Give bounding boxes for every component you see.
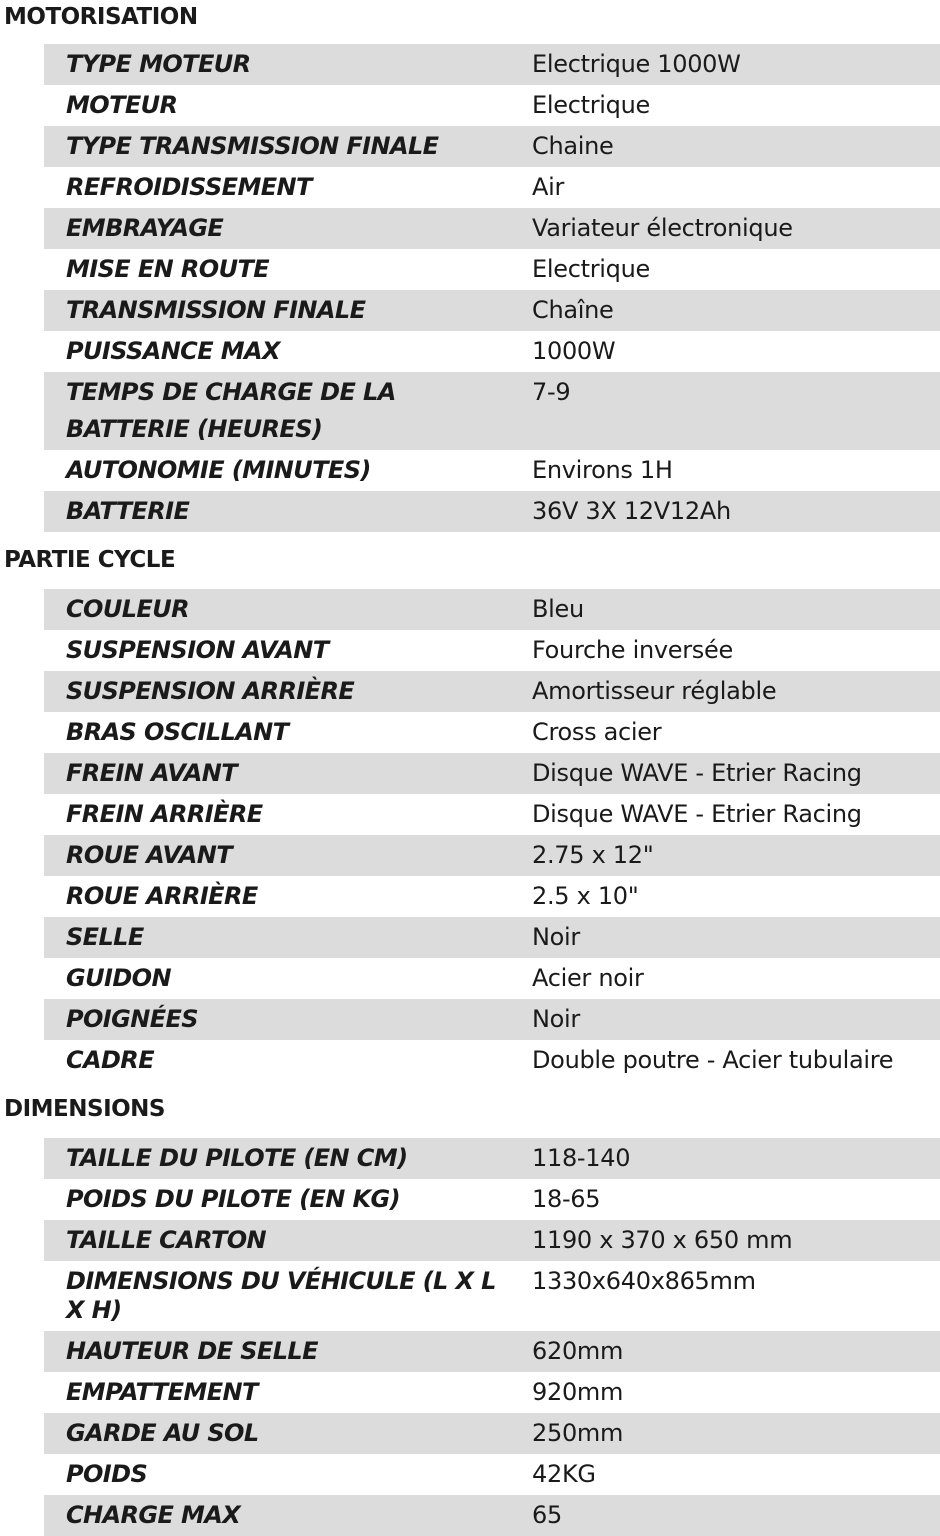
spec-value: Electrique 1000W bbox=[522, 44, 940, 85]
spec-label: EMBRAYAGE bbox=[44, 208, 522, 249]
spec-row bbox=[44, 85, 940, 126]
spec-label: EMPATTEMENT bbox=[44, 1372, 522, 1413]
spec-label: COULEUR bbox=[44, 589, 522, 630]
spec-value: 118-140 bbox=[522, 1138, 940, 1179]
spec-label: CHARGE MAX bbox=[44, 1495, 522, 1536]
spec-label: MISE EN ROUTE bbox=[44, 249, 522, 290]
spec-row bbox=[44, 958, 940, 999]
spec-row bbox=[44, 249, 940, 290]
spec-row bbox=[44, 208, 940, 249]
spec-row bbox=[44, 331, 940, 372]
spec-row bbox=[44, 1413, 940, 1454]
spec-value: Noir bbox=[522, 917, 940, 958]
spec-value: Chaine bbox=[522, 126, 940, 167]
spec-row bbox=[44, 917, 940, 958]
spec-label: GUIDON bbox=[44, 958, 522, 999]
spec-value: 2.75 x 12" bbox=[522, 835, 940, 876]
spec-value: Variateur électronique bbox=[522, 208, 940, 249]
spec-row bbox=[44, 1040, 940, 1081]
section-partie-cycle bbox=[0, 532, 940, 1081]
spec-row bbox=[44, 1179, 940, 1220]
spec-row bbox=[44, 630, 940, 671]
spec-value: Double poutre - Acier tubulaire bbox=[522, 1040, 940, 1081]
spec-value: 1000W bbox=[522, 331, 940, 372]
spec-row bbox=[44, 1454, 940, 1495]
spec-value: 18-65 bbox=[522, 1179, 940, 1220]
spec-value: Bleu bbox=[522, 589, 940, 630]
spec-value: Air bbox=[522, 167, 940, 208]
section-motorisation bbox=[0, 0, 940, 532]
specs-table-partie-cycle bbox=[44, 589, 940, 1081]
spec-row bbox=[44, 372, 940, 450]
spec-label: POIGNÉES bbox=[44, 999, 522, 1040]
spec-label: TAILLE CARTON bbox=[44, 1220, 522, 1261]
spec-label: SUSPENSION AVANT bbox=[44, 630, 522, 671]
spec-value: Cross acier bbox=[522, 712, 940, 753]
spec-label: REFROIDISSEMENT bbox=[44, 167, 522, 208]
section-dimensions bbox=[0, 1081, 940, 1536]
spec-row bbox=[44, 1495, 940, 1536]
spec-value: 65 bbox=[522, 1495, 940, 1536]
spec-label: FREIN ARRIÈRE bbox=[44, 794, 522, 835]
spec-value: Electrique bbox=[522, 249, 940, 290]
spec-row bbox=[44, 712, 940, 753]
spec-label: BRAS OSCILLANT bbox=[44, 712, 522, 753]
spec-row bbox=[44, 1138, 940, 1179]
spec-row bbox=[44, 126, 940, 167]
spec-value: 1190 x 370 x 650 mm bbox=[522, 1220, 940, 1261]
spec-value: 2.5 x 10" bbox=[522, 876, 940, 917]
spec-value: Amortisseur réglable bbox=[522, 671, 940, 712]
spec-row bbox=[44, 44, 940, 85]
spec-value: 1330x640x865mm bbox=[522, 1261, 940, 1331]
spec-row bbox=[44, 999, 940, 1040]
spec-row bbox=[44, 794, 940, 835]
spec-label: GARDE AU SOL bbox=[44, 1413, 522, 1454]
spec-label: TYPE MOTEUR bbox=[44, 44, 522, 85]
spec-row bbox=[44, 671, 940, 712]
spec-label: POIDS bbox=[44, 1454, 522, 1495]
spec-row bbox=[44, 1261, 940, 1331]
spec-label: ROUE ARRIÈRE bbox=[44, 876, 522, 917]
spec-label: PUISSANCE MAX bbox=[44, 331, 522, 372]
spec-label: HAUTEUR DE SELLE bbox=[44, 1331, 522, 1372]
spec-value: 250mm bbox=[522, 1413, 940, 1454]
spec-value: Electrique bbox=[522, 85, 940, 126]
spec-value: Noir bbox=[522, 999, 940, 1040]
spec-value: 620mm bbox=[522, 1331, 940, 1372]
spec-label: BATTERIE bbox=[44, 491, 522, 532]
spec-row bbox=[44, 450, 940, 491]
section-title-dimensions: DIMENSIONS bbox=[4, 1096, 165, 1122]
spec-value: Disque WAVE - Etrier Racing bbox=[522, 753, 940, 794]
spec-label: SUSPENSION ARRIÈRE bbox=[44, 671, 522, 712]
spec-value: 7-9 bbox=[522, 372, 940, 450]
spec-value: Acier noir bbox=[522, 958, 940, 999]
spec-row bbox=[44, 1331, 940, 1372]
spec-label: SELLE bbox=[44, 917, 522, 958]
spec-row bbox=[44, 491, 940, 532]
spec-label: DIMENSIONS DU VÉHICULE (L X L X H) bbox=[44, 1261, 522, 1331]
spec-value: Chaîne bbox=[522, 290, 940, 331]
spec-label: CADRE bbox=[44, 1040, 522, 1081]
spec-row bbox=[44, 589, 940, 630]
section-title-partie-cycle: PARTIE CYCLE bbox=[4, 547, 176, 573]
spec-value: Disque WAVE - Etrier Racing bbox=[522, 794, 940, 835]
spec-label: TEMPS DE CHARGE DE LA BATTERIE (HEURES) bbox=[44, 372, 522, 450]
spec-label: FREIN AVANT bbox=[44, 753, 522, 794]
spec-row bbox=[44, 167, 940, 208]
spec-row bbox=[44, 876, 940, 917]
spec-row bbox=[44, 1372, 940, 1413]
spec-label: TYPE TRANSMISSION FINALE bbox=[44, 126, 522, 167]
spec-label: TRANSMISSION FINALE bbox=[44, 290, 522, 331]
spec-label: ROUE AVANT bbox=[44, 835, 522, 876]
spec-value: 42KG bbox=[522, 1454, 940, 1495]
spec-row bbox=[44, 753, 940, 794]
specs-table-motorisation bbox=[44, 44, 940, 532]
spec-label: POIDS DU PILOTE (EN KG) bbox=[44, 1179, 522, 1220]
spec-row bbox=[44, 290, 940, 331]
specs-table-dimensions bbox=[44, 1138, 940, 1536]
section-title-motorisation: MOTORISATION bbox=[4, 4, 198, 30]
spec-value: 36V 3X 12V12Ah bbox=[522, 491, 940, 532]
spec-label: AUTONOMIE (MINUTES) bbox=[44, 450, 522, 491]
spec-value: Environs 1H bbox=[522, 450, 940, 491]
spec-row bbox=[44, 835, 940, 876]
spec-value: Fourche inversée bbox=[522, 630, 940, 671]
spec-value: 920mm bbox=[522, 1372, 940, 1413]
spec-label: MOTEUR bbox=[44, 85, 522, 126]
spec-label: TAILLE DU PILOTE (EN CM) bbox=[44, 1138, 522, 1179]
spec-row bbox=[44, 1220, 940, 1261]
